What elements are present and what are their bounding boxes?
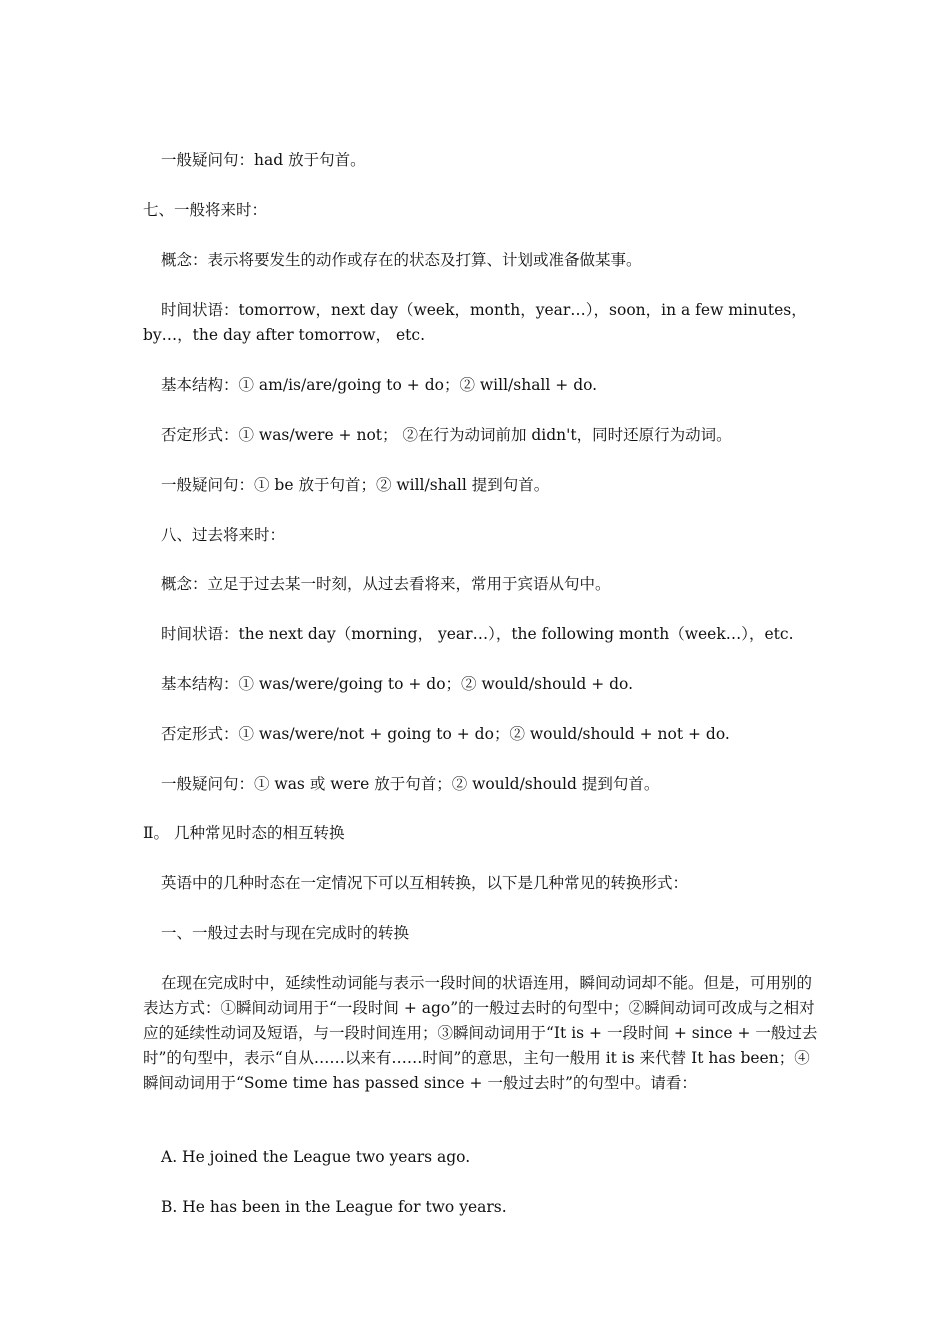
example-sentence-a: A. He joined the League two years ago.	[161, 1148, 471, 1166]
heading-simple-future: 七、一般将来时：	[143, 201, 268, 219]
example-sentence-b: B. He has been in the League for two years.	[161, 1198, 507, 1216]
section-heading-tense-conversion: Ⅱ。 几种常见时态的相互转换	[143, 824, 345, 842]
paragraph-question-past-perfect: 一般疑问句：had 放于句首。	[161, 151, 366, 169]
paragraph-structure-future: 基本结构：① am/is/are/going to + do；② will/shall + do.	[161, 376, 598, 394]
paragraph-structure-future-in-past: 基本结构：① was/were/going to + do；② would/should + do.	[161, 675, 634, 693]
paragraph-concept-future-in-past: 概念：立足于过去某一时刻，从过去看将来，常用于宾语从句中。	[161, 575, 611, 593]
paragraph-negative-future: 否定形式：① was/were + not； ②在行为动词前加 didn't，同时还原行为动词。	[161, 426, 732, 444]
paragraph-conversion-explanation: 在现在完成时中，延续性动词能与表示一段时间的状语连用，瞬间动词却不能。但是，可用别的表达方式：①瞬间动词用于“一段时间 + ago”的一般过去时的句型中；②瞬间动词可改成与之相对应的延续性动词及短语，与一段时间连用；③瞬间动词用于“It is + 一段时间 + since + 一般过去时”的句型中，表示“自从……以来有……时间”的意思，主句一般用 it is 来代替 It has been；④瞬间动词用于“Some time has passed since + 一般过去时”的句型中。请看：	[143, 974, 818, 1092]
paragraph-question-future-in-past: 一般疑问句：① was 或 were 放于句首；② would/should 提到句首。	[161, 775, 660, 793]
paragraph-question-future: 一般疑问句：① be 放于句首；② will/shall 提到句首。	[161, 476, 550, 494]
paragraph-time-adverbials-future: 时间状语：tomorrow，next day（week，month，year…），soon，in a few minutes，by…，the day after tomorrow， etc.	[143, 301, 807, 344]
heading-past-vs-present-perfect: 一、一般过去时与现在完成时的转换	[161, 924, 410, 942]
paragraph-negative-future-in-past: 否定形式：① was/were/not + going to + do；② would/should + not + do.	[161, 725, 730, 743]
paragraph-conversion-intro: 英语中的几种时态在一定情况下可以互相转换，以下是几种常见的转换形式：	[161, 874, 689, 892]
paragraph-time-adverbials-future-in-past: 时间状语：the next day（morning， year…），the following month（week…），etc.	[161, 625, 794, 643]
heading-future-in-past: 八、过去将来时：	[161, 526, 286, 544]
paragraph-concept-future: 概念：表示将要发生的动作或存在的状态及打算、计划或准备做某事。	[161, 251, 642, 269]
